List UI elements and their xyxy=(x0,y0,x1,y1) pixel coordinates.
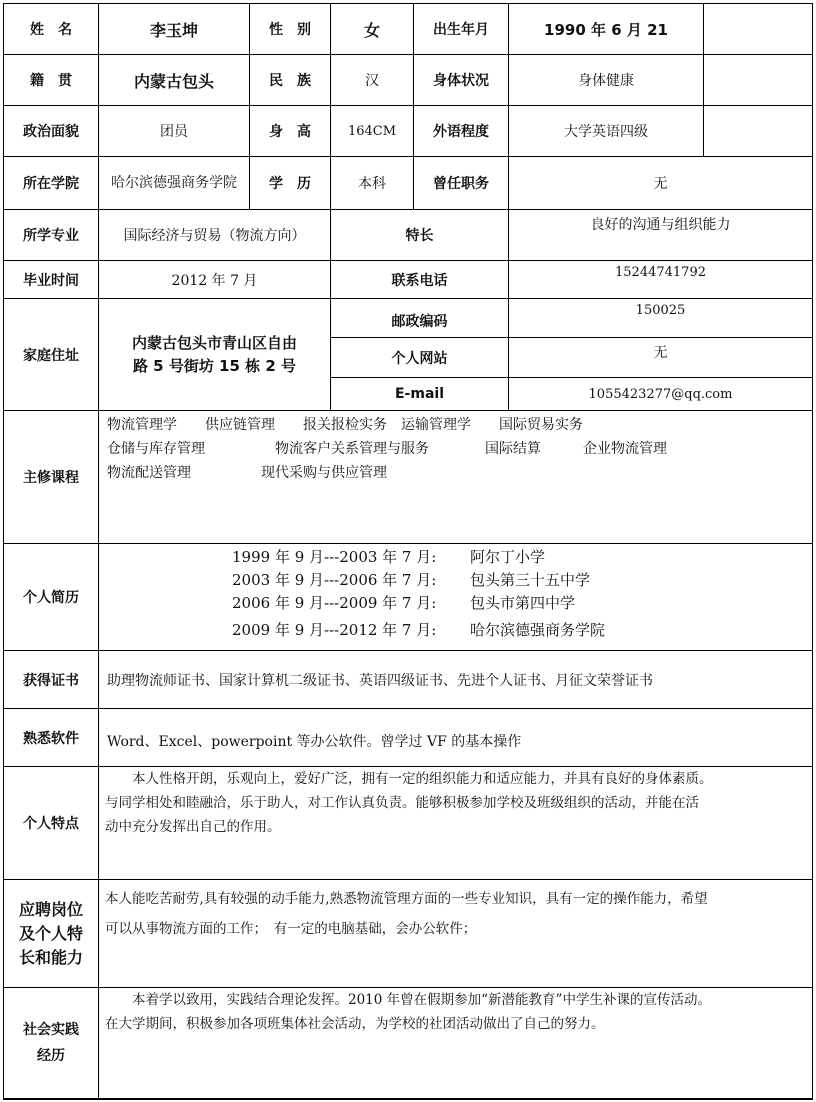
job-abilities-line: 本人能吃苦耐劳,具有较强的动手能力,熟悉物流管理方面的一些专业知识，具有一定的操作能力，希望 xyxy=(105,891,708,907)
birth-label: 出生年月 xyxy=(433,22,489,38)
grid-line xyxy=(3,410,813,411)
address-line-2: 路 5 号街坊 15 栋 2 号 xyxy=(132,356,297,375)
health-value: 身体健康 xyxy=(578,73,634,89)
grid-line xyxy=(413,3,414,210)
resume-school: 阿尔丁小学 xyxy=(470,548,546,566)
grid-line xyxy=(3,209,813,210)
postcode-value: 150025 xyxy=(635,303,686,318)
phone-label: 联系电话 xyxy=(391,272,448,289)
grid-line xyxy=(3,105,813,106)
phone-value: 15244741792 xyxy=(615,265,706,280)
social-practice-line: 本着学以致用，实践结合理论发挥。2010 年曾在假期参加“新潜能教育”中学生补课的宣传活动。 xyxy=(105,992,711,1008)
software-value: Word、Excel、powerpoint 等办公软件。曾学过 VF 的基本操作 xyxy=(107,733,522,750)
position-value: 无 xyxy=(653,176,668,192)
resume-school: 包头第三十五中学 xyxy=(470,571,591,589)
social-practice-line: 在大学期间，积极参加各项班集体社会活动，为学校的社团活动做出了自己的努力。 xyxy=(105,1016,605,1032)
social-label-line: 社会实践 xyxy=(23,1022,79,1038)
address-value xyxy=(99,299,330,410)
resume-label: 个人简历 xyxy=(23,590,79,606)
resume-entry xyxy=(232,546,812,569)
resume-entry xyxy=(232,592,812,615)
software-label: 熟悉软件 xyxy=(23,730,79,747)
grid-line xyxy=(3,260,813,261)
resume-school: 包头市第四中学 xyxy=(470,594,576,612)
grid-line xyxy=(3,543,813,544)
height-value: 164CM xyxy=(347,123,397,139)
resume-period: 2003 年 9 月---2006 年 7 月: xyxy=(232,571,437,589)
name-label: 姓 名 xyxy=(30,22,72,38)
course-line: 物流配送管理 现代采购与供应管理 xyxy=(107,465,387,481)
resume-period: 2009 年 9 月---2012 年 7 月: xyxy=(232,621,437,639)
graduation-label: 毕业时间 xyxy=(23,272,79,289)
resume-entry xyxy=(232,569,812,592)
traits-line: 与同学相处和睦融洽，乐于助人，对工作认真负责。能够积极参加学校及班级组织的活动，并能在活 xyxy=(105,795,699,811)
email-value: 1055423277@qq.com xyxy=(588,386,733,402)
social-label-line: 经历 xyxy=(37,1048,65,1064)
college-value: 哈尔滨德强商务学院 xyxy=(111,175,237,191)
job-label-line: 应聘岗位 xyxy=(18,899,83,919)
website-label: 个人网站 xyxy=(391,350,448,367)
position-label: 曾任职务 xyxy=(433,176,489,192)
resume-entry xyxy=(232,619,812,642)
grid-line xyxy=(330,377,813,378)
border-line xyxy=(3,3,4,1100)
gender-value: 女 xyxy=(363,20,380,40)
political-value: 团员 xyxy=(160,124,188,140)
address-line-1: 内蒙古包头市青山区自由 xyxy=(131,333,297,352)
name-value: 李玉坤 xyxy=(149,20,198,40)
grid-line xyxy=(3,879,813,880)
ethnicity-value: 汉 xyxy=(365,73,379,89)
grid-line xyxy=(3,156,813,157)
postcode-label: 邮政编码 xyxy=(391,314,448,330)
grid-line xyxy=(98,3,99,1100)
social-practice-label xyxy=(4,988,98,1098)
grid-line xyxy=(703,3,704,157)
major-label: 所学专业 xyxy=(23,228,79,244)
grid-line xyxy=(508,3,509,411)
major-value: 国际经济与贸易（物流方向） xyxy=(123,228,306,244)
political-label: 政治面貌 xyxy=(23,124,79,140)
resume-content xyxy=(99,544,812,650)
grid-line xyxy=(3,766,813,767)
border-line xyxy=(812,3,813,1100)
resume-period: 2006 年 9 月---2009 年 7 月: xyxy=(232,594,437,612)
grid-line xyxy=(330,337,813,338)
height-label: 身 高 xyxy=(269,124,311,140)
grid-line xyxy=(3,650,813,651)
courses-label: 主修课程 xyxy=(23,470,79,486)
resume-school: 哈尔滨德强商务学院 xyxy=(470,621,606,639)
course-line: 仓储与库存管理 物流客户关系管理与服务 国际结算 企业物流管理 xyxy=(107,441,667,457)
health-label: 身体状况 xyxy=(433,73,489,89)
grid-line xyxy=(249,3,250,210)
certificates-value: 助理物流师证书、国家计算机二级证书、英语四级证书、先进个人证书、月征文荣誉证书 xyxy=(107,672,653,689)
traits-label: 个人特点 xyxy=(23,816,79,832)
gender-label: 性 别 xyxy=(269,22,311,38)
certificates-label: 获得证书 xyxy=(23,672,79,689)
ethnicity-label: 民 族 xyxy=(269,73,311,89)
education-value: 本科 xyxy=(358,176,386,192)
border-line xyxy=(3,3,813,4)
college-label: 所在学院 xyxy=(23,176,79,192)
job-abilities-label xyxy=(4,880,98,987)
job-label-line: 长和能力 xyxy=(18,947,83,967)
grid-line xyxy=(330,3,331,411)
grid-line xyxy=(3,54,813,55)
address-label: 家庭住址 xyxy=(23,347,79,364)
language-label: 外语程度 xyxy=(433,124,489,140)
grid-line xyxy=(3,298,813,299)
traits-content xyxy=(99,767,812,879)
courses-content xyxy=(99,411,812,543)
education-label: 学 历 xyxy=(269,176,311,192)
specialty-label: 特长 xyxy=(405,228,434,244)
birth-value: 1990 年 6 月 21 xyxy=(544,20,668,39)
website-value: 无 xyxy=(653,345,668,361)
traits-line: 动中充分发挥出自己的作用。 xyxy=(105,819,281,835)
job-abilities-content xyxy=(99,880,812,987)
grid-line xyxy=(3,987,813,988)
hometown-label: 籍 贯 xyxy=(30,73,72,89)
course-line: 物流管理学 供应链管理 报关报检实务 运输管理学 国际贸易实务 xyxy=(107,417,583,433)
email-label: E-mail xyxy=(394,386,444,402)
resume-period: 1999 年 9 月---2003 年 7 月: xyxy=(232,548,437,566)
graduation-value: 2012 年 7 月 xyxy=(171,272,258,289)
traits-line: 本人性格开朗，乐观向上，爱好广泛，拥有一定的组织能力和适应能力，并具有良好的身体素质。 xyxy=(105,771,713,787)
grid-line xyxy=(3,708,813,709)
hometown-value: 内蒙古包头 xyxy=(133,71,214,91)
social-practice-content xyxy=(99,988,812,1098)
job-abilities-line: 可以从事物流方面的工作； 有一定的电脑基础，会办公软件； xyxy=(105,921,477,937)
specialty-value: 良好的沟通与组织能力 xyxy=(590,217,731,233)
border-line xyxy=(3,1098,813,1100)
language-value: 大学英语四级 xyxy=(564,124,648,140)
job-label-line: 及个人特 xyxy=(18,923,83,943)
